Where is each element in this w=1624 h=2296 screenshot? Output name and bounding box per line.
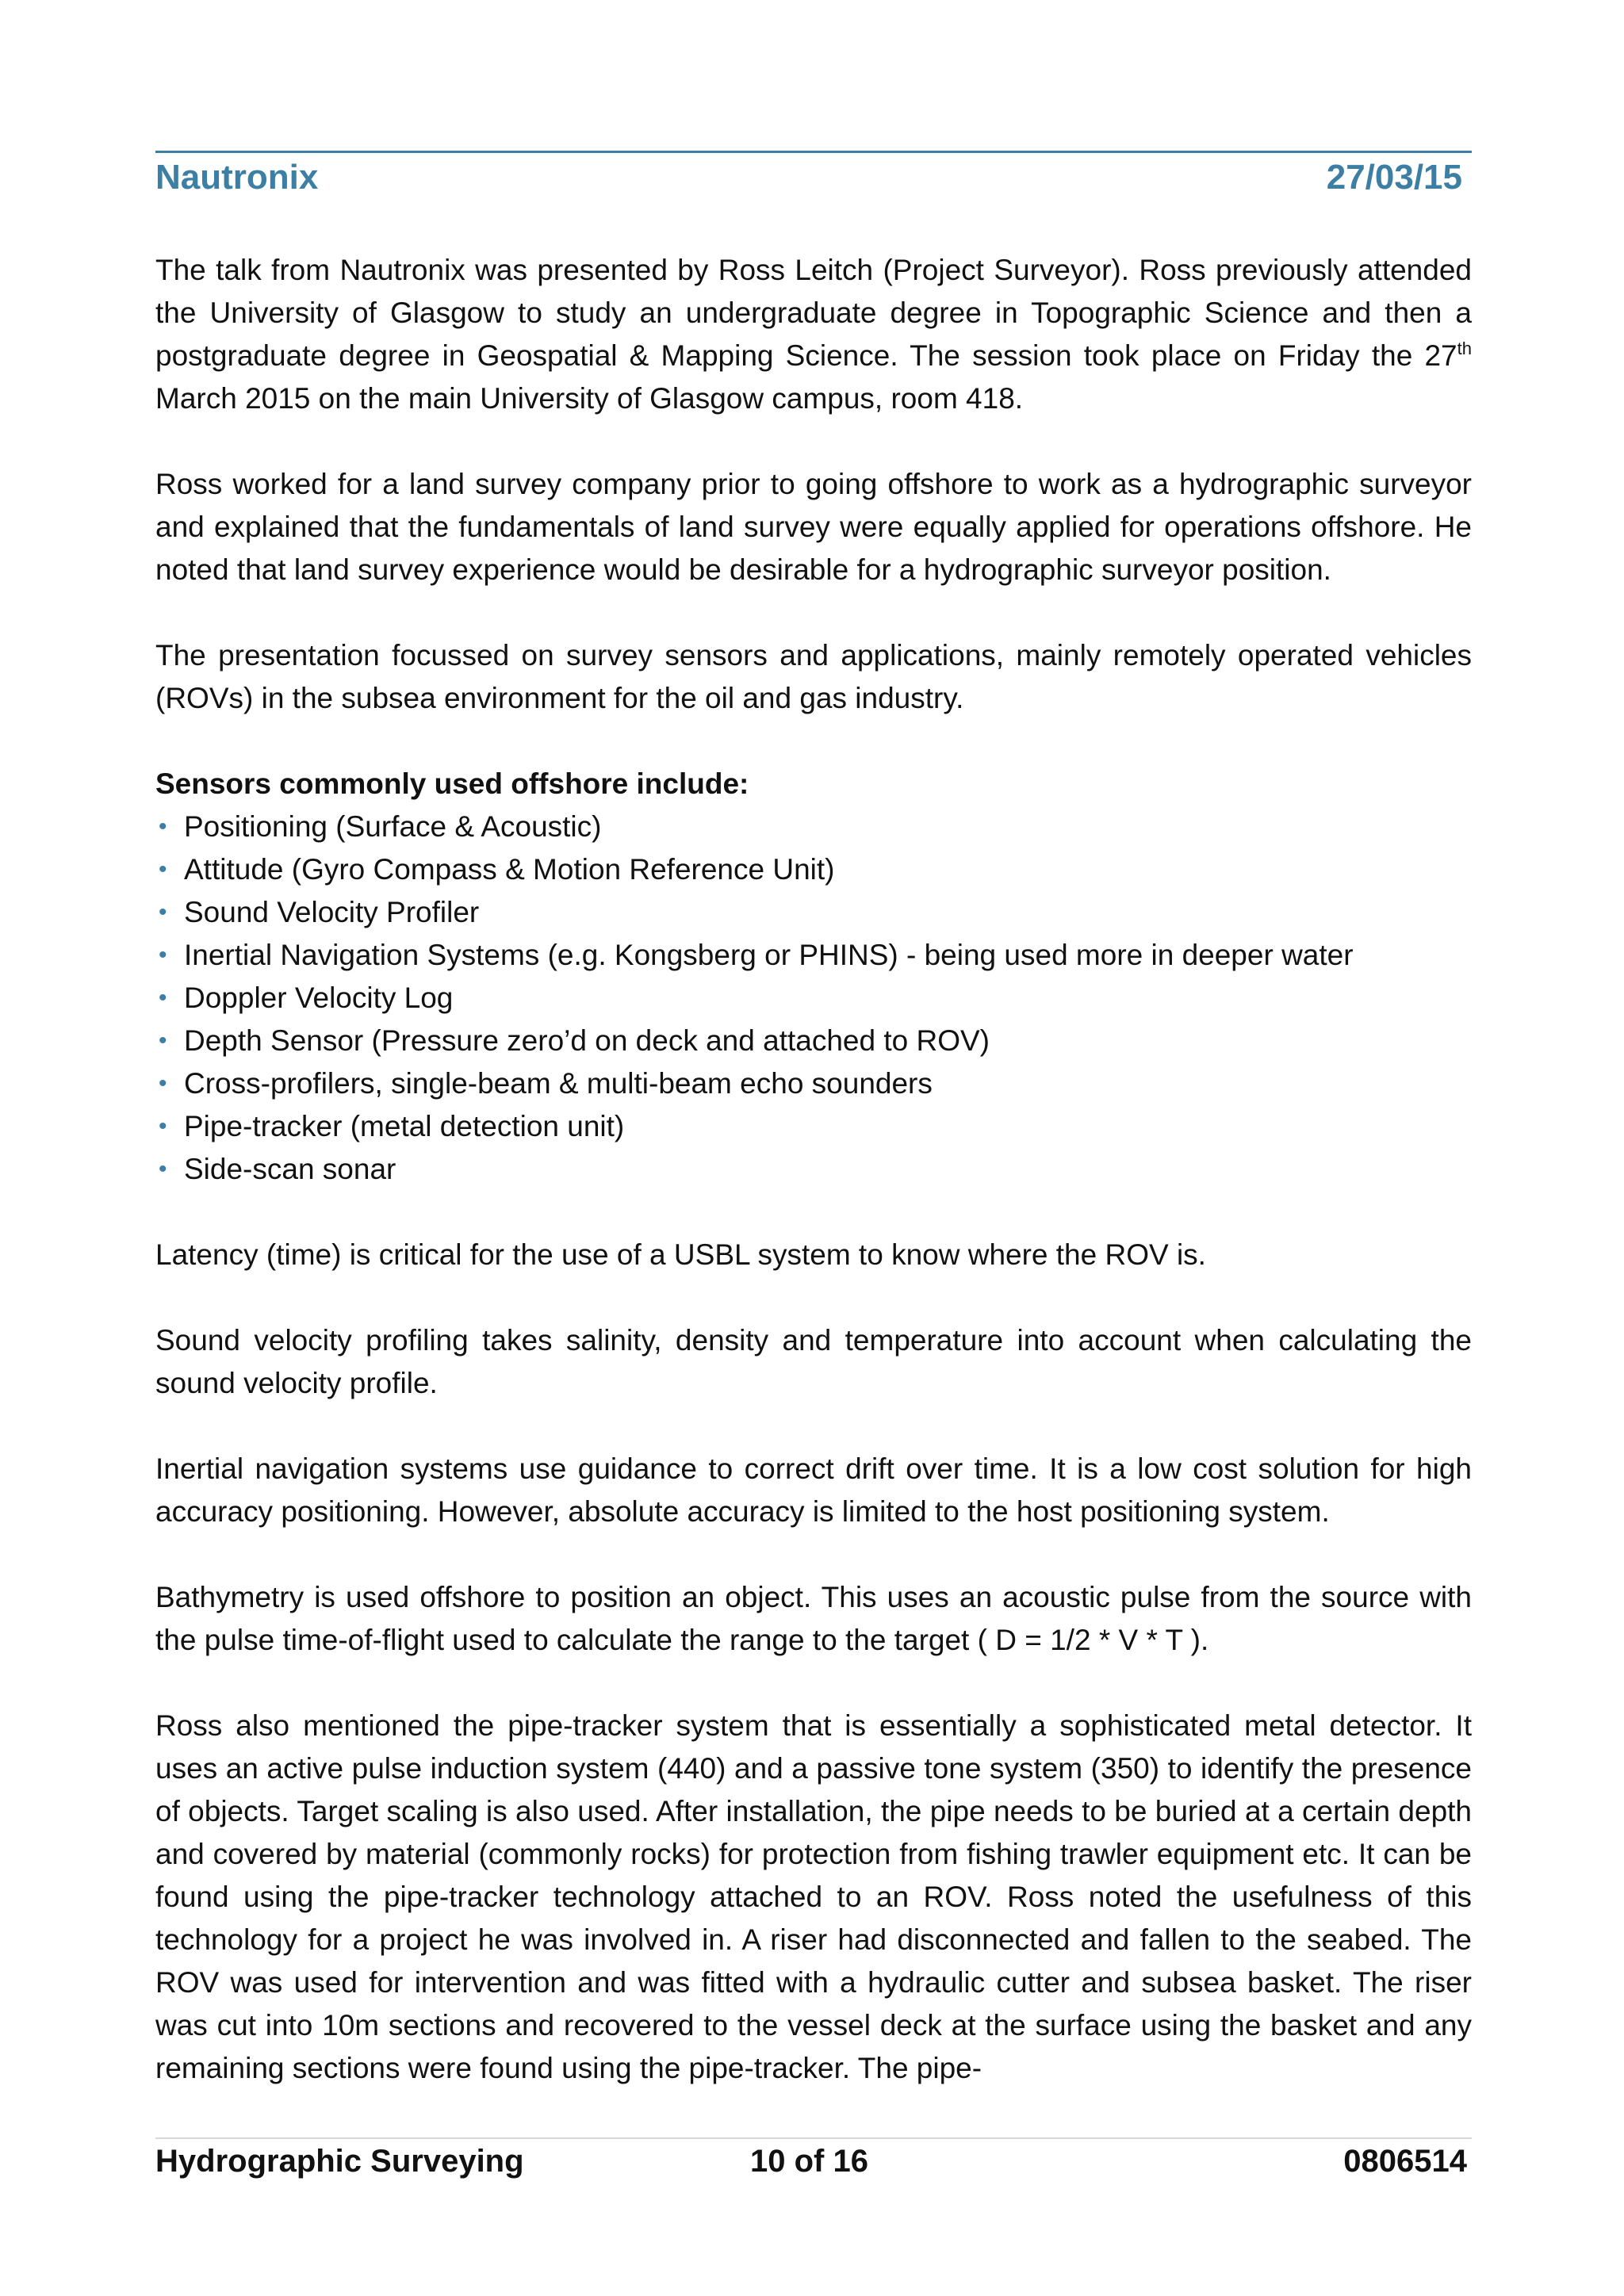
bullet-icon: • [159,1113,167,1139]
page-header [155,151,1472,197]
list-item-text: Inertial Navigation Systems (e.g. Kongsberg or PHINS) - being used more in deeper water [184,939,1354,971]
paragraph-inertial-navigation: Inertial navigation systems use guidance to correct drift over time. It is a low cost solution for high accuracy positioning. However, absolute accuracy is limited to the host positioning system. [155,1452,1472,1528]
paragraph-presentation-focus: The presentation focussed on survey sensors and applications, mainly remotely operated vehicles (ROVs) in the subsea environment for the oil and gas industry. [155,639,1472,714]
list-item-text: Sound Velocity Profiler [184,896,480,928]
bullet-icon: • [159,1156,167,1182]
paragraph-pipe-tracker: Ross also mentioned the pipe-tracker system that is essentially a sophisticated metal detector. It uses an active pulse induction system (440) and a passive tone system (350) to identify the presence of objects. Target scaling is also used. After installation, the pipe needs to be buried at a certain depth and covered by material (commonly rocks) for protection from fishing trawler equipment etc. It can be found using the pipe-tracker technology attached to an ROV. Ross noted the usefulness of this technology for a project he was involved in. A riser had disconnected and fallen to the seabed. The ROV was used for intervention and was fitted with a hydraulic cutter and subsea basket. The riser was cut into 10m sections and recovered to the vessel deck at the surface using the basket and any remaining sections were found using the pipe-tracker. The pipe- [155,1709,1472,2084]
intro-superscript: th [1457,339,1472,358]
sensors-list [155,806,1472,1191]
list-item-text: Depth Sensor (Pressure zero’d on deck and attached to ROV) [184,1024,990,1057]
paragraph-land-survey: Ross worked for a land survey company prior to going offshore to work as a hydrographic surveyor and explained that the fundamentals of land survey were equally applied for operations offshore. He noted that land survey experience would be desirable for a hydrographic surveyor position. [155,468,1472,586]
list-item [155,806,1472,848]
intro-text-a: The talk from Nautronix was presented by Ross Leitch (Project Surveyor). Ross previously attended the University of Glasgow to study an undergraduate degree in Topographic Science and then a postgraduate degree in Geospatial & Mapping Science. The session took place on Friday the 27 [155,254,1472,372]
list-item [155,1148,1472,1191]
bullet-icon: • [159,985,167,1011]
intro-paragraph [155,249,1472,420]
body-content [155,249,1472,2090]
paragraph-sound-velocity: Sound velocity profiling takes salinity, density and temperature into account when calculating the sound velocity profile. [155,1324,1472,1399]
bullet-icon: • [159,899,167,925]
list-item-text: Side-scan sonar [184,1153,396,1185]
footer-page-number: 10 of 16 [750,2144,868,2179]
footer-student-id: 0806514 [1343,2144,1467,2179]
paragraph-latency: Latency (time) is critical for the use of a USBL system to know where the ROV is. [155,1238,1206,1271]
paragraph-bathymetry: Bathymetry is used offshore to position an object. This uses an acoustic pulse from the source with the pulse time-of-flight used to calculate the range to the target ( D = 1/2 * V * T ). [155,1581,1472,1656]
list-item [155,1020,1472,1062]
bullet-icon: • [159,1027,167,1054]
list-item [155,934,1472,977]
bullet-icon: • [159,856,167,882]
list-item [155,1062,1472,1105]
list-item [155,1105,1472,1148]
list-item-text: Positioning (Surface & Acoustic) [184,810,602,843]
list-item-text: Attitude (Gyro Compass & Motion Reference Unit) [184,853,835,886]
list-item-text: Pipe-tracker (metal detection unit) [184,1110,625,1142]
header-company: Nautronix [155,158,319,197]
header-date: 27/03/15 [1326,158,1462,197]
list-item-text: Doppler Velocity Log [184,982,454,1014]
bullet-icon: • [159,1070,167,1096]
list-item [155,977,1472,1020]
footer-course: Hydrographic Surveying [155,2144,524,2179]
intro-text-b: March 2015 on the main University of Glasgow campus, room 418. [155,382,1024,415]
page-footer [155,2137,1472,2179]
sensors-heading: Sensors commonly used offshore include: [155,767,749,800]
list-item [155,891,1472,934]
list-item-text: Cross-profilers, single-beam & multi-beam echo sounders [184,1067,933,1100]
list-item [155,848,1472,891]
bullet-icon: • [159,942,167,968]
bullet-icon: • [159,813,167,840]
